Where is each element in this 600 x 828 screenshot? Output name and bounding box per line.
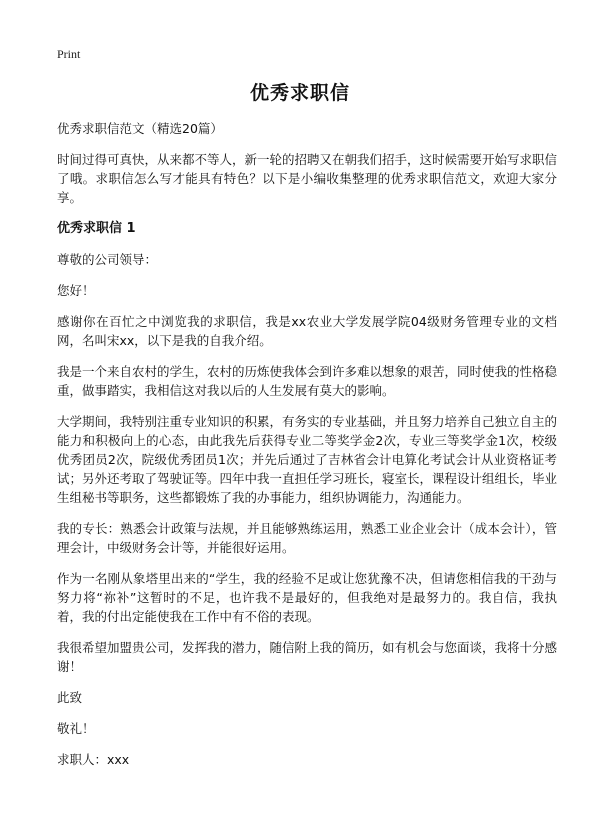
- letter-paragraph-intro: 感谢你在百忙之中浏览我的求职信，我是xx农业大学发展学院04级财务管理专业的文档网，名叫宋xx，以下是我的自我介绍。: [57, 314, 557, 348]
- letter-signature: 求职人：xxx: [57, 752, 130, 767]
- letter-closing: 此致: [57, 690, 83, 705]
- letter-paragraph-commitment: 作为一名刚从象塔里出来的“学生，我的经验不足或让您犹豫不决，但请您相信我的干劲与努力将“祢补”这暂时的不足，也许我不是最好的，但我绝对是最努力的。我自信，我执着，我的付出定能使我在工作中有不俗的表现。: [57, 571, 557, 624]
- document-subtitle: 优秀求职信范文（精选20篇）: [57, 121, 223, 136]
- letter-greeting: 您好！: [57, 283, 95, 298]
- section-heading: 优秀求职信 1: [57, 221, 136, 236]
- letter-paragraph-request: 我很希望加盟贵公司，发挥我的潜力，随信附上我的简历，如有机会与您面谈，我将十分感谢！: [57, 640, 558, 674]
- letter-salutation: 尊敬的公司领导：: [57, 252, 158, 267]
- document-body: [57, 119, 557, 781]
- page-title: 优秀求职信: [249, 82, 350, 104]
- letter-salute: 敬礼！: [57, 721, 95, 736]
- letter-paragraph-background: 我是一个来自农村的学生，农村的历炼使我体会到许多难以想象的艰苦，同时使我的性格稳重，做事踏实，我相信这对我以后的人生发展有莫大的影响。: [57, 364, 558, 398]
- print-link[interactable]: Print: [57, 47, 81, 61]
- intro-paragraph: 时间过得可真快，从来都不等人，新一轮的招聘又在朝我们招手，这时候需要开始写求职信了哦。求职信怎么写才能具有特色？以下是小编收集整理的优秀求职信范文，欢迎大家分享。: [57, 152, 558, 205]
- letter-paragraph-education: 大学期间，我特别注重专业知识的积累，有务实的专业基础，并且努力培养自己独立自主的能力和积极向上的心态，由此我先后获得专业二等奖学金2次，专业三等奖学金1次，校级优秀团员2次，院级优秀团员1次；并先后通过了吉林省会计电算化考试会计从业资格证考试；另外还考取了驾驶证等。四年中我一直担任学习班长，寝室长，课程设计组组长，毕业生组秘书等职务，这些都锻炼了我的办事能力，组织协调能力，沟通能力。: [57, 414, 558, 505]
- letter-paragraph-skills: 我的专长：熟悉会计政策与法规，并且能够熟练运用，熟悉工业企业会计（成本会计），管理会计，中级财务会计等，并能很好运用。: [57, 521, 557, 555]
